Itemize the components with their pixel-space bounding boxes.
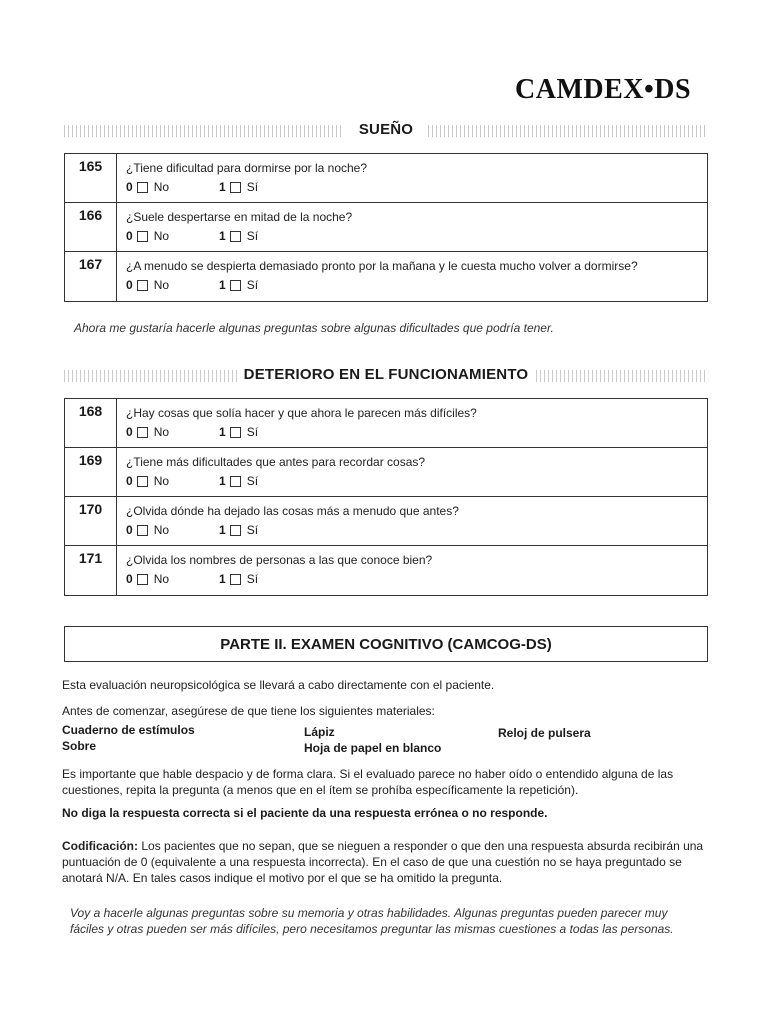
question-table-sleep [64, 153, 708, 302]
material-item: Reloj de pulsera [498, 726, 591, 740]
question-text: ¿Hay cosas que solía hacer y que ahora le parecen más difíciles? [126, 406, 477, 420]
checkbox[interactable] [137, 182, 148, 193]
question-text: ¿Olvida los nombres de personas a las que conoce bien? [126, 553, 433, 567]
option-yes[interactable]: 1 Sí [219, 180, 259, 194]
paragraph-intro: Esta evaluación neuropsicológica se llevará a cabo directamente con el paciente. [62, 678, 495, 692]
checkbox[interactable] [230, 182, 241, 193]
paragraph-coding [62, 838, 708, 886]
section-header-decline [64, 366, 708, 386]
option-yes[interactable]: 1 Sí [219, 278, 259, 292]
checkbox[interactable] [230, 231, 241, 242]
question-row [65, 497, 707, 546]
checkbox[interactable] [137, 280, 148, 291]
question-row [65, 203, 707, 252]
option-no[interactable]: 0 No [126, 278, 170, 292]
option-yes[interactable]: 1 Sí [219, 425, 259, 439]
checkbox[interactable] [230, 525, 241, 536]
section-title: DETERIORO EN EL FUNCIONAMIENTO [238, 366, 535, 383]
section-title: SUEÑO [353, 121, 419, 138]
question-number: 166 [65, 203, 117, 251]
checkbox[interactable] [137, 525, 148, 536]
option-no[interactable]: 0 No [126, 474, 170, 488]
brand-logo: CAMDEX•DS [515, 74, 692, 105]
option-yes[interactable]: 1 Sí [219, 474, 259, 488]
question-text: ¿A menudo se despierta demasiado pronto por la mañana y le cuesta mucho volver a dormirse? [126, 259, 638, 273]
question-text: ¿Tiene dificultad para dormirse por la noche? [126, 161, 368, 175]
checkbox[interactable] [137, 427, 148, 438]
checkbox[interactable] [230, 427, 241, 438]
warning-text: No diga la respuesta correcta si el paciente da una respuesta errónea o no responde. [62, 806, 548, 820]
section-header-sleep [64, 121, 708, 141]
coding-label: Codificación: [62, 839, 139, 853]
paragraph-instructions: Es importante que hable despacio y de forma clara. Si el evaluado parece no haber oído o entendido alguna de las cuestiones, repita la pregunta (a menos que en el ítem se prohíba específicamente la repetición). [62, 767, 674, 797]
question-text: ¿Tiene más dificultades que antes para recordar cosas? [126, 455, 426, 469]
option-no[interactable]: 0 No [126, 523, 170, 537]
question-row [65, 399, 707, 448]
option-no[interactable]: 0 No [126, 180, 170, 194]
paragraph-materials-intro: Antes de comenzar, asegúrese de que tiene los siguientes materiales: [62, 704, 435, 718]
checkbox[interactable] [137, 574, 148, 585]
checkbox[interactable] [137, 476, 148, 487]
transition-note: Ahora me gustaría hacerle algunas preguntas sobre algunas dificultades que podría tener. [74, 321, 554, 335]
option-no[interactable]: 0 No [126, 229, 170, 243]
question-row [65, 546, 707, 595]
interviewer-script: Voy a hacerle algunas preguntas sobre su memoria y otras habilidades. Algunas preguntas pueden parecer muy fáciles y otras pueden ser más difíciles, pero necesitamos preguntar las mismas cuestiones a todas las personas. [70, 906, 674, 936]
question-number: 169 [65, 448, 117, 496]
option-no[interactable]: 0 No [126, 572, 170, 586]
material-item: Lápiz [304, 725, 335, 739]
coding-text: Los pacientes que no sepan, que se nieguen a responder o que den una respuesta absurda recibirán una puntuación de 0 (equivalente a una respuesta incorrecta). En el caso de que una cuestión no se haya preguntado se anotará N/A. En tales casos indique el motivo por el que se ha omitido la pregunta. [62, 839, 704, 885]
question-number: 168 [65, 399, 117, 447]
part-two-header [64, 626, 708, 662]
question-number: 171 [65, 546, 117, 595]
option-yes[interactable]: 1 Sí [219, 523, 259, 537]
part-two-title: PARTE II. EXAMEN COGNITIVO (CAMCOG-DS) [220, 635, 552, 653]
question-row [65, 252, 707, 301]
question-number: 165 [65, 154, 117, 202]
option-yes[interactable]: 1 Sí [219, 229, 259, 243]
question-number: 167 [65, 252, 117, 301]
question-table-decline [64, 398, 708, 596]
option-yes[interactable]: 1 Sí [219, 572, 259, 586]
material-item: Hoja de papel en blanco [304, 741, 442, 755]
checkbox[interactable] [230, 574, 241, 585]
checkbox[interactable] [137, 231, 148, 242]
material-item: Sobre [62, 739, 97, 753]
question-number: 170 [65, 497, 117, 545]
question-row [65, 448, 707, 497]
question-text: ¿Suele despertarse en mitad de la noche? [126, 210, 353, 224]
option-no[interactable]: 0 No [126, 425, 170, 439]
checkbox[interactable] [230, 280, 241, 291]
checkbox[interactable] [230, 476, 241, 487]
question-text: ¿Olvida dónde ha dejado las cosas más a menudo que antes? [126, 504, 459, 518]
question-row [65, 154, 707, 203]
material-item: Cuaderno de estímulos [62, 723, 195, 737]
